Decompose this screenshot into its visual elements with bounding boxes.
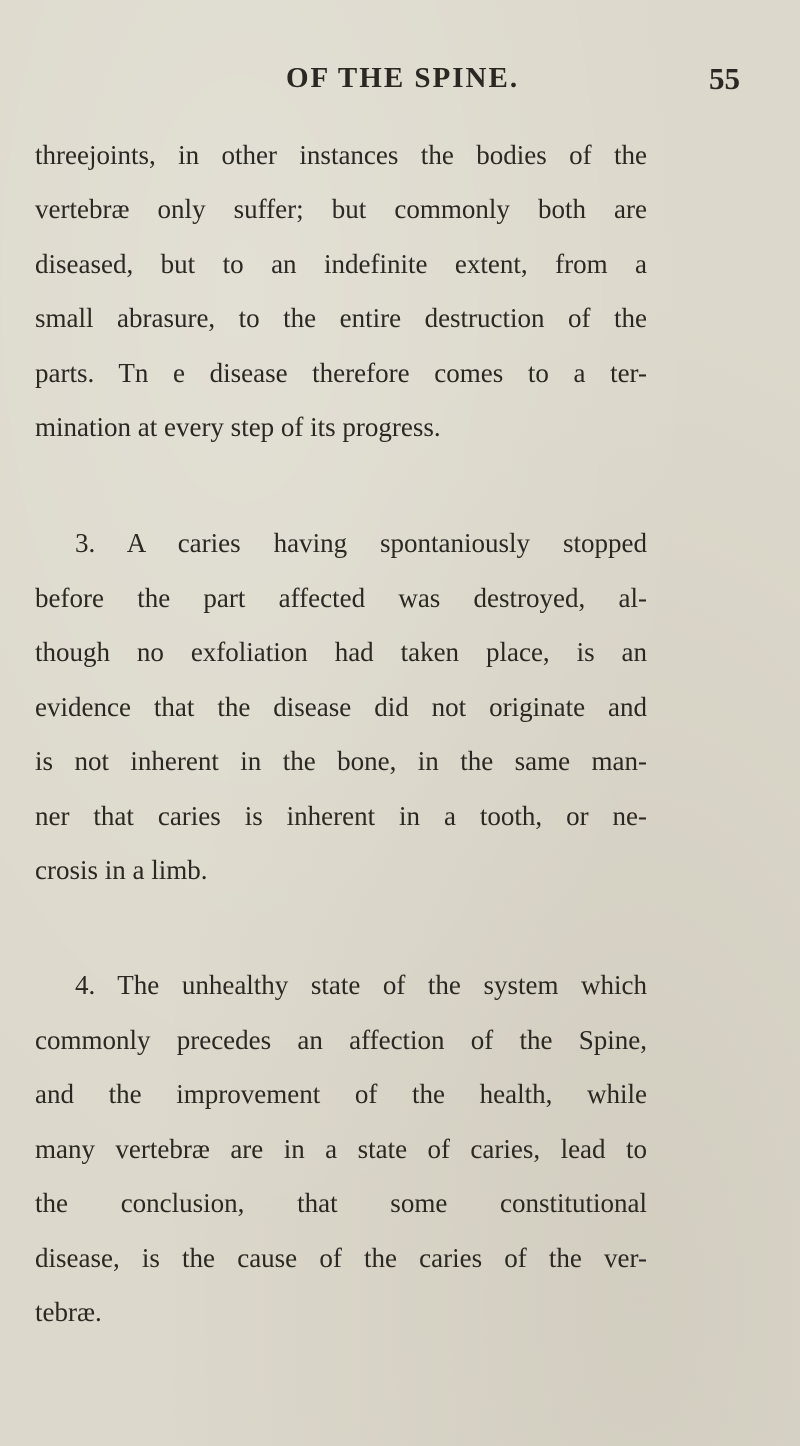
text-line: ner that caries is inherent in a tooth, or ne- <box>35 801 647 831</box>
text-line: small abrasure, to the entire destruction of the <box>35 303 647 333</box>
text-line: the conclusion, that some constitutional <box>35 1188 647 1218</box>
text-line: and the improvement of the health, while <box>35 1079 647 1109</box>
text-line: disease, is the cause of the caries of the ver- <box>35 1243 647 1273</box>
text-line: commonly precedes an affection of the Spine, <box>35 1025 647 1055</box>
text-line: crosis in a limb. <box>35 855 208 885</box>
text-line: threejoints, in other instances the bodies of the <box>35 140 647 170</box>
text-line: vertebræ only suffer; but commonly both are <box>35 194 647 224</box>
text-line: 3. A caries having spontaniously stopped <box>75 528 647 558</box>
text-line: is not inherent in the bone, in the same man- <box>35 746 647 776</box>
text-line: many vertebræ are in a state of caries, lead to <box>35 1134 647 1164</box>
text-line: though no exfoliation had taken place, is an <box>35 637 647 667</box>
text-line: 4. The unhealthy state of the system which <box>75 970 647 1000</box>
text-line: parts. Tn e disease therefore comes to a ter- <box>35 358 647 388</box>
text-line: tebræ. <box>35 1297 102 1327</box>
text-line: diseased, but to an indefinite extent, from a <box>35 249 647 279</box>
text-line: before the part affected was destroyed, al- <box>35 583 647 613</box>
page-number: 55 <box>709 61 740 96</box>
text-line: evidence that the disease did not originate and <box>35 692 647 722</box>
running-head: OF THE SPINE. <box>286 62 520 94</box>
text-line: mination at every step of its progress. <box>35 412 441 442</box>
